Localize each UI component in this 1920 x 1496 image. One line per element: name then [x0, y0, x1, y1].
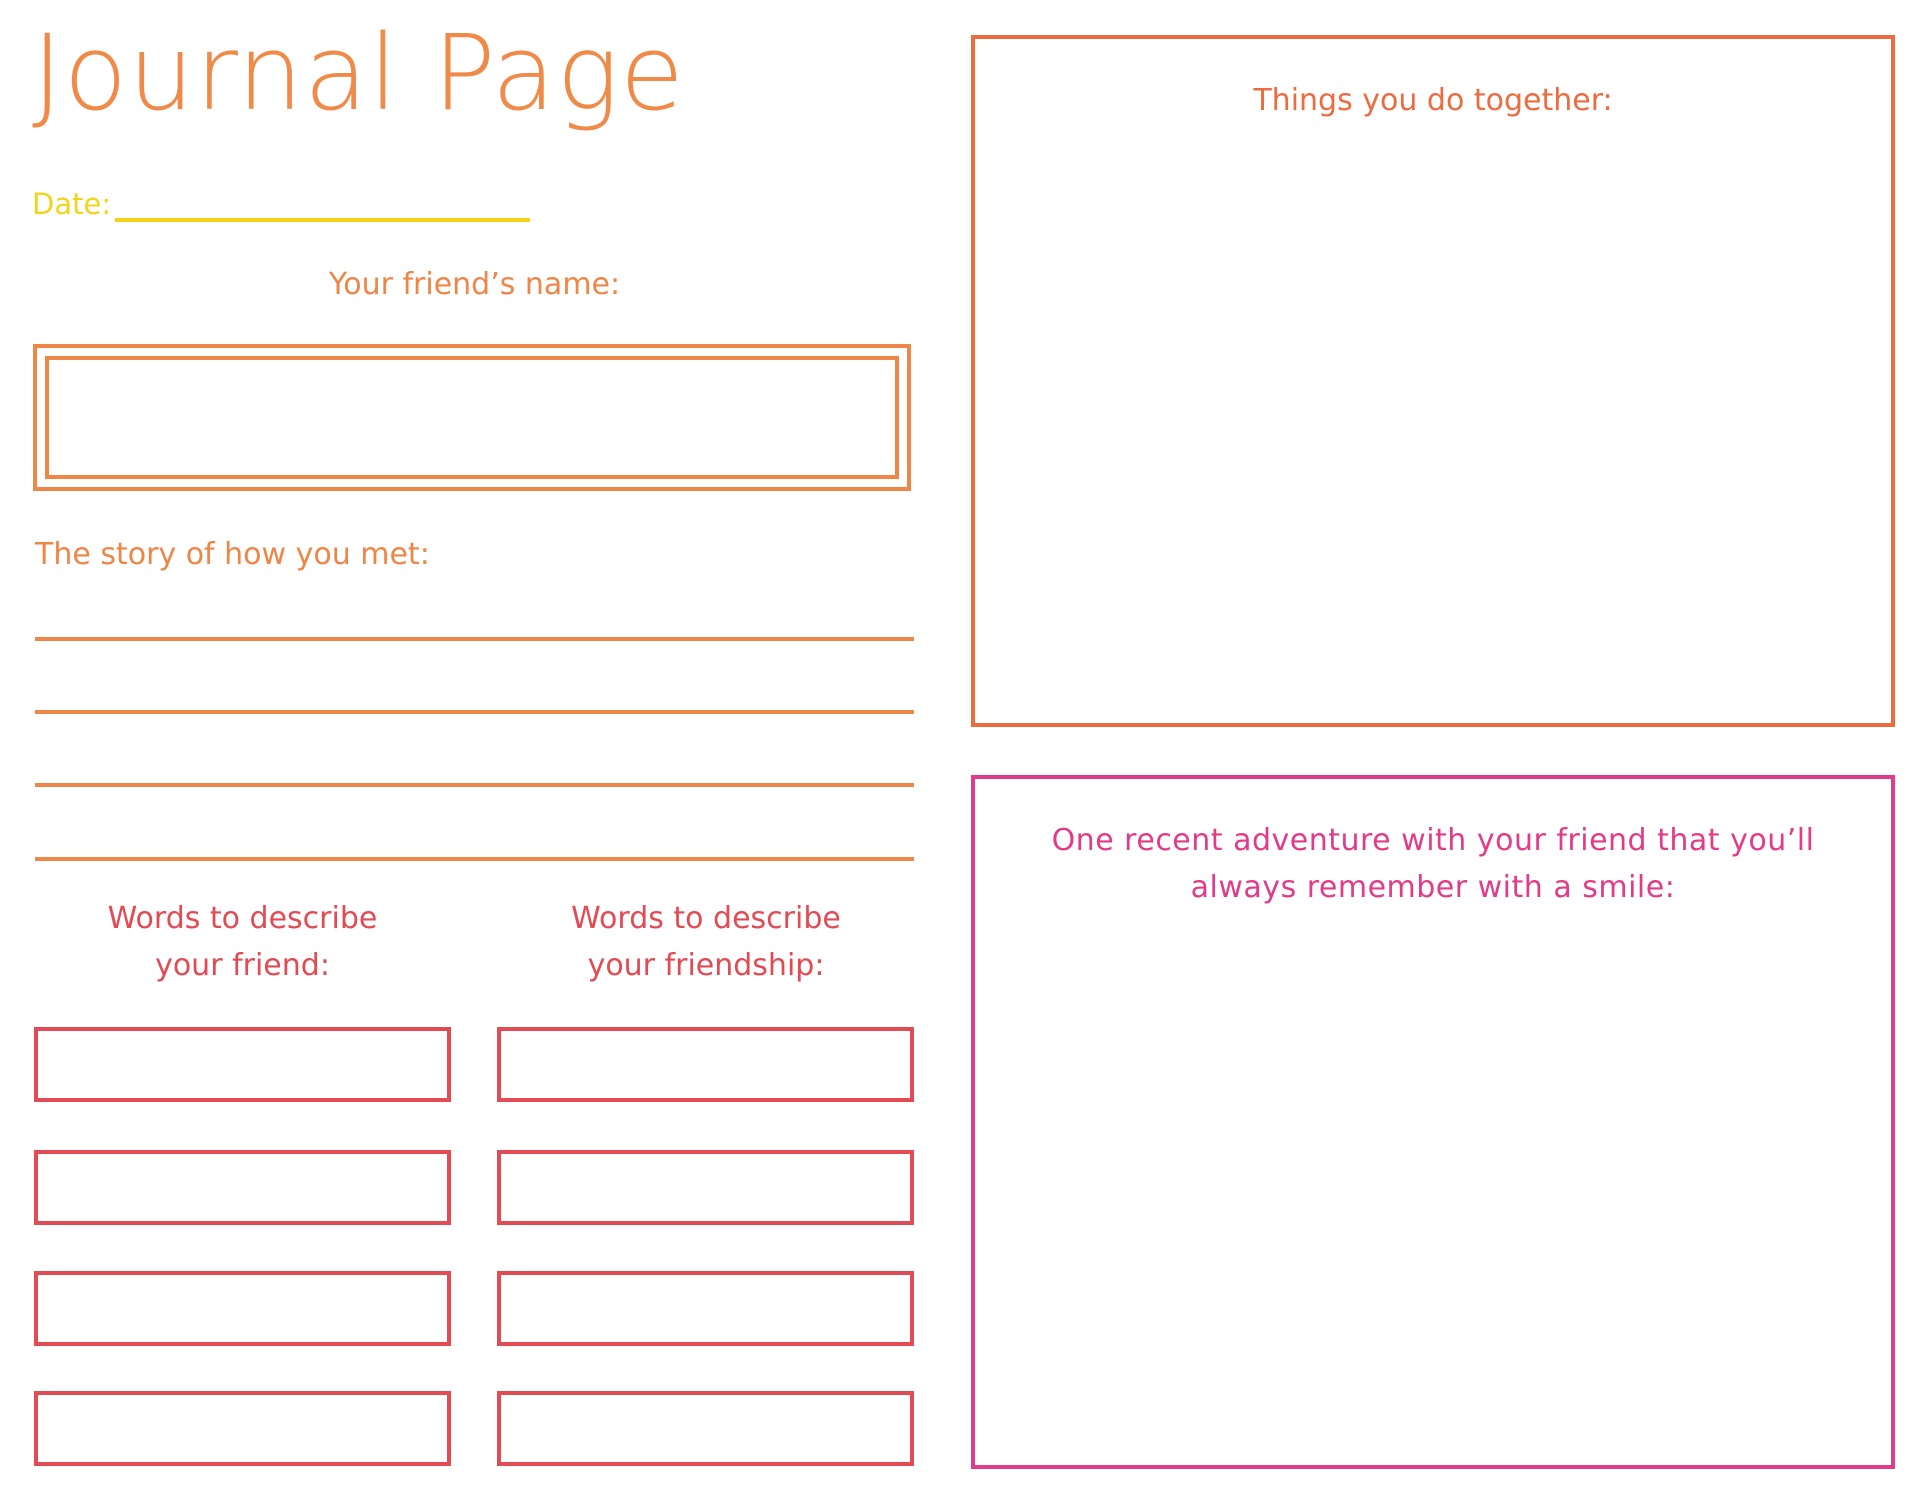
friendship-word-box[interactable]	[497, 1027, 914, 1102]
story-line[interactable]	[35, 637, 914, 641]
describe-friend-label-line2: your friend:	[155, 947, 330, 983]
date-label: Date:	[32, 187, 112, 221]
friend-name-label: Your friend’s name:	[328, 267, 621, 302]
story-line[interactable]	[35, 710, 914, 714]
describe-friend-label	[34, 896, 451, 989]
adventure-label	[1000, 818, 1866, 911]
adventure-label-line2: always remember with a smile:	[1190, 869, 1676, 905]
date-field[interactable]	[115, 218, 530, 222]
friend-word-box[interactable]	[34, 1150, 451, 1225]
friendship-word-box[interactable]	[497, 1150, 914, 1225]
describe-friendship-label-line2: your friendship:	[587, 947, 825, 983]
friendship-word-box[interactable]	[497, 1271, 914, 1346]
friend-word-box[interactable]	[34, 1391, 451, 1466]
story-label: The story of how you met:	[35, 537, 430, 572]
adventure-label-line1: One recent adventure with your friend that you’ll	[1051, 823, 1815, 858]
friend-word-box[interactable]	[34, 1027, 451, 1102]
friend-name-field[interactable]	[45, 356, 899, 479]
friend-word-box[interactable]	[34, 1271, 451, 1346]
page-title: Journal Page	[32, 12, 685, 134]
story-line[interactable]	[35, 783, 914, 787]
describe-friendship-label-line1: Words to describe	[571, 901, 841, 936]
story-line[interactable]	[35, 857, 914, 861]
things-together-label: Things you do together:	[1253, 83, 1613, 118]
things-together-box[interactable]	[971, 35, 1895, 727]
friendship-word-box[interactable]	[497, 1391, 914, 1466]
describe-friend-label-line1: Words to describe	[107, 901, 378, 936]
describe-friendship-label	[498, 896, 914, 989]
